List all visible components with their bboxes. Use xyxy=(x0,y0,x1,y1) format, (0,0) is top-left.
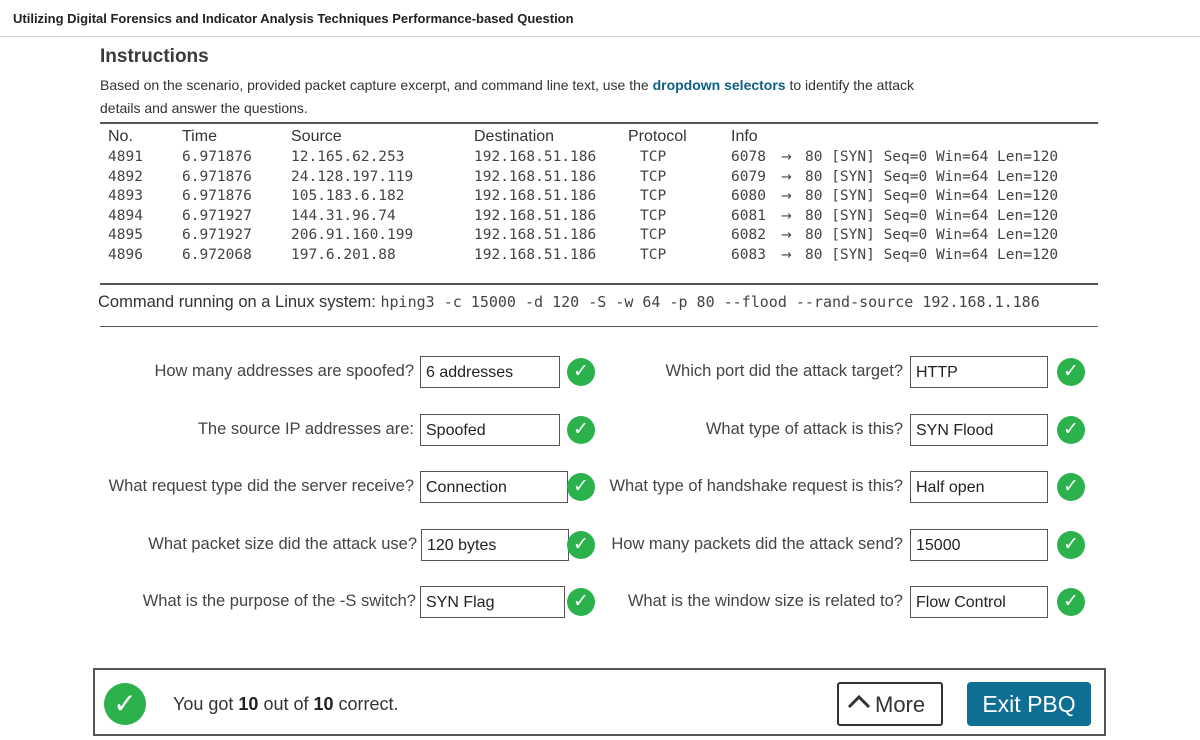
check-icon: ✓ xyxy=(567,588,595,616)
answer-dropdown-attack-type[interactable] xyxy=(910,414,1048,446)
cell-time: 6.971927 xyxy=(182,227,252,244)
table-row xyxy=(108,148,1098,168)
cell-protocol: TCP xyxy=(640,227,667,244)
check-icon: ✓ xyxy=(1057,358,1085,386)
question-row xyxy=(0,356,600,388)
cell-no: 4891 xyxy=(108,149,143,165)
cell-destination: 192.168.51.186 xyxy=(474,188,597,205)
cell-source: 206.91.160.199 xyxy=(291,227,414,244)
table-row xyxy=(108,226,1098,246)
exit-pbq-button[interactable]: Exit PBQ xyxy=(967,682,1091,726)
answer-dropdown-packet-count[interactable] xyxy=(910,529,1048,561)
cell-time: 6.971876 xyxy=(182,188,252,205)
cell-source: 24.128.197.119 xyxy=(291,168,414,185)
cell-time: 6.971927 xyxy=(182,207,252,224)
cell-source: 197.6.201.88 xyxy=(291,247,396,263)
table-row xyxy=(108,168,1098,188)
divider xyxy=(100,326,1098,327)
arrow-icon: → xyxy=(781,208,792,224)
column-header-info: Info xyxy=(731,128,758,145)
question-row xyxy=(600,356,1200,388)
cell-time: 6.971876 xyxy=(182,149,252,165)
instructions-text xyxy=(100,74,940,120)
cell-source: 12.165.62.253 xyxy=(291,149,405,165)
more-button-label: More xyxy=(875,692,926,717)
dropdown-value: Connection xyxy=(426,479,507,496)
dropdown-value: HTTP xyxy=(916,364,958,381)
arrow-icon: → xyxy=(781,189,792,205)
answer-dropdown-source-ip[interactable] xyxy=(420,414,560,446)
question-label: What type of handshake request is this? xyxy=(609,477,903,495)
question-label: What type of attack is this? xyxy=(705,420,903,438)
question-label: How many addresses are spoofed? xyxy=(154,362,414,380)
score-prefix: You got xyxy=(173,694,239,714)
dropdown-value: SYN Flag xyxy=(426,594,495,611)
score-text xyxy=(173,694,399,715)
cell-src-port: 6078 xyxy=(731,149,766,165)
answer-dropdown-target-port[interactable] xyxy=(910,356,1048,388)
check-icon: ✓ xyxy=(1057,588,1085,616)
command-line xyxy=(98,293,1040,312)
question-row xyxy=(600,529,1200,561)
cell-no: 4893 xyxy=(108,188,143,205)
cell-protocol: TCP xyxy=(640,188,667,205)
score-suffix: correct. xyxy=(333,694,399,714)
check-icon: ✓ xyxy=(567,358,595,386)
column-header-destination: Destination xyxy=(474,128,555,145)
divider xyxy=(100,122,1098,124)
check-icon: ✓ xyxy=(1057,473,1085,501)
cell-info: 80 [SYN] Seq=0 Win=64 Len=120 xyxy=(805,227,1059,244)
question-label: Which port did the attack target? xyxy=(665,362,903,380)
question-row xyxy=(0,471,600,503)
column-header-time: Time xyxy=(182,128,217,145)
more-button[interactable] xyxy=(837,682,943,726)
title-bar xyxy=(0,0,1200,37)
cell-protocol: TCP xyxy=(640,168,667,185)
instructions-heading: Instructions xyxy=(100,46,209,67)
cell-destination: 192.168.51.186 xyxy=(474,227,597,244)
check-icon: ✓ xyxy=(104,683,146,725)
question-row xyxy=(600,586,1200,618)
column-header-protocol: Protocol xyxy=(628,128,687,145)
cell-protocol: TCP xyxy=(640,149,667,165)
answer-dropdown-handshake-type[interactable] xyxy=(910,471,1048,503)
score-value: 10 xyxy=(238,694,259,714)
result-bar xyxy=(93,668,1106,736)
cell-info: 80 [SYN] Seq=0 Win=64 Len=120 xyxy=(805,247,1059,263)
question-row xyxy=(0,586,600,618)
question-label: What packet size did the attack use? xyxy=(148,535,417,553)
command-label: Command running on a Linux system: xyxy=(98,293,381,311)
cell-src-port: 6082 xyxy=(731,227,766,244)
cell-protocol: TCP xyxy=(640,247,667,263)
cell-src-port: 6079 xyxy=(731,168,766,185)
question-row xyxy=(600,414,1200,446)
cell-destination: 192.168.51.186 xyxy=(474,247,597,263)
arrow-icon: → xyxy=(781,248,792,263)
cell-no: 4894 xyxy=(108,207,143,224)
question-label: What request type did the server receive? xyxy=(108,477,414,495)
dropdown-value: Spoofed xyxy=(426,422,486,439)
check-icon: ✓ xyxy=(567,416,595,444)
score-total: 10 xyxy=(313,694,334,714)
dropdown-value: 6 addresses xyxy=(426,364,514,381)
cell-source: 144.31.96.74 xyxy=(291,207,396,224)
dropdown-selectors-link: dropdown selectors xyxy=(652,77,786,93)
cell-src-port: 6081 xyxy=(731,207,766,224)
arrow-icon: → xyxy=(781,228,792,244)
answer-dropdown-request-type[interactable] xyxy=(420,471,568,503)
cell-destination: 192.168.51.186 xyxy=(474,149,597,165)
cell-destination: 192.168.51.186 xyxy=(474,168,597,185)
divider xyxy=(100,283,1098,285)
dropdown-value: Half open xyxy=(916,479,985,496)
dropdown-value: 120 bytes xyxy=(427,537,497,554)
column-header-source: Source xyxy=(291,128,342,145)
check-icon: ✓ xyxy=(1057,531,1085,559)
cell-no: 4895 xyxy=(108,227,143,244)
instructions-text-after: to identify the attack details and answer the questions. xyxy=(100,77,914,116)
cell-protocol: TCP xyxy=(640,207,667,224)
dropdown-value: 15000 xyxy=(916,537,961,554)
question-label: The source IP addresses are: xyxy=(197,420,414,438)
answer-dropdown-window-size[interactable] xyxy=(910,586,1048,618)
cell-src-port: 6080 xyxy=(731,188,766,205)
chevron-up-icon xyxy=(846,691,872,719)
check-icon: ✓ xyxy=(567,473,595,501)
question-label: What is the purpose of the -S switch? xyxy=(142,592,416,610)
cell-no: 4892 xyxy=(108,168,143,185)
dropdown-value: SYN Flood xyxy=(916,422,994,439)
cell-info: 80 [SYN] Seq=0 Win=64 Len=120 xyxy=(805,168,1059,185)
question-label: What is the window size is related to? xyxy=(627,592,903,610)
cell-time: 6.972068 xyxy=(182,247,252,263)
question-label: How many packets did the attack send? xyxy=(611,535,903,553)
instructions-text-before: Based on the scenario, provided packet capture excerpt, and command line text, use the xyxy=(100,77,653,93)
table-row xyxy=(108,207,1098,227)
answer-dropdown-s-switch[interactable] xyxy=(420,586,565,618)
question-row xyxy=(0,414,600,446)
arrow-icon: → xyxy=(781,150,792,165)
cell-info: 80 [SYN] Seq=0 Win=64 Len=120 xyxy=(805,188,1059,205)
column-header-no: No. xyxy=(108,128,133,145)
window-title: Utilizing Digital Forensics and Indicator Analysis Techniques Performance-based Question xyxy=(13,11,574,26)
check-icon: ✓ xyxy=(567,531,595,559)
cell-time: 6.971876 xyxy=(182,168,252,185)
cell-info: 80 [SYN] Seq=0 Win=64 Len=120 xyxy=(805,207,1059,224)
score-middle: out of xyxy=(258,694,314,714)
dropdown-value: Flow Control xyxy=(916,594,1006,611)
cell-no: 4896 xyxy=(108,247,143,263)
cell-source: 105.183.6.182 xyxy=(291,188,405,205)
command-text: hping3 -c 15000 -d 120 -S -w 64 -p 80 --flood --rand-source 192.168.1.186 xyxy=(380,293,1040,311)
answer-dropdown-spoofed-count[interactable] xyxy=(420,356,560,388)
table-row xyxy=(108,187,1098,207)
check-icon: ✓ xyxy=(1057,416,1085,444)
cell-destination: 192.168.51.186 xyxy=(474,207,597,224)
question-row xyxy=(0,529,600,561)
arrow-icon: → xyxy=(781,169,792,185)
question-row xyxy=(600,471,1200,503)
cell-src-port: 6083 xyxy=(731,247,766,263)
answer-dropdown-packet-size[interactable] xyxy=(421,529,569,561)
cell-info: 80 [SYN] Seq=0 Win=64 Len=120 xyxy=(805,149,1059,165)
table-row xyxy=(108,246,1098,266)
